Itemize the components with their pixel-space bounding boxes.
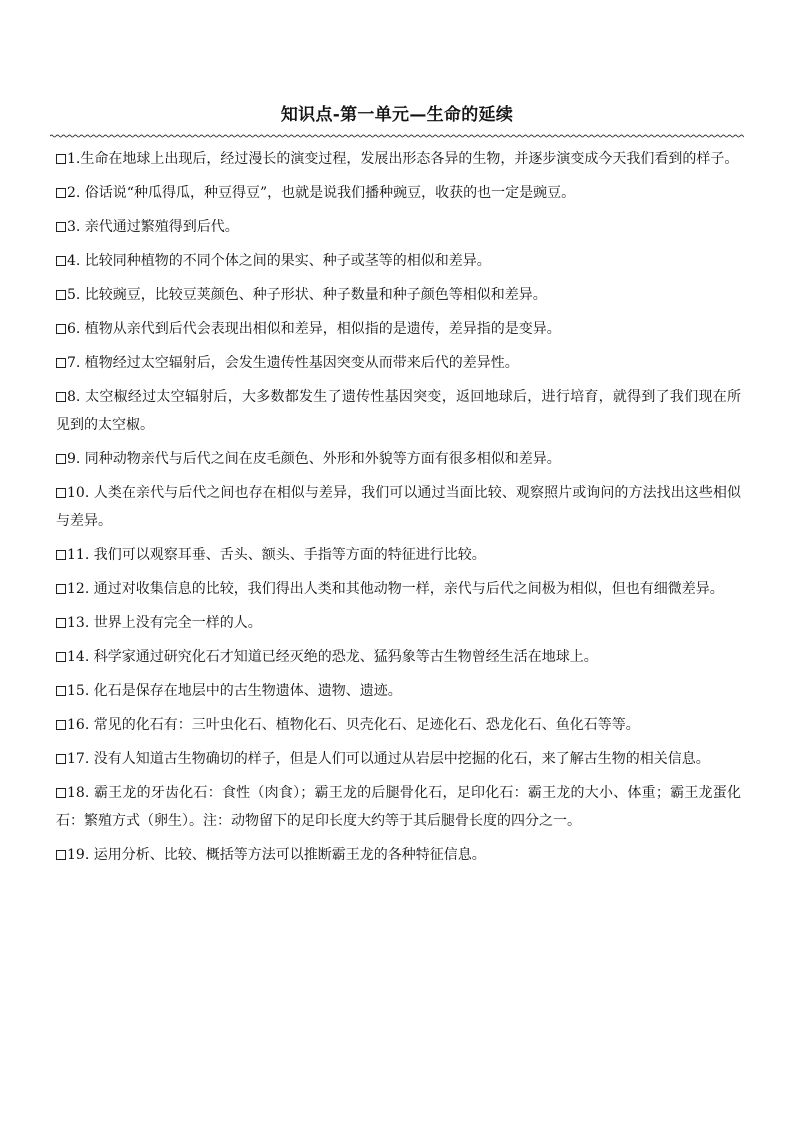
list-item (56, 315, 741, 343)
item-text: 15. 化石是保存在地层中的古生物遗体、遗物、遗迹。 (67, 683, 402, 699)
item-text: 18. 霸王龙的牙齿化石：食性（肉食）；霸王龙的后腿骨化石，足印化石：霸王龙的大小、体重；霸王龙蛋化石：繁殖方式（卵生）。注：动物留下的足印长度大约等于其后腿骨长度的四分之一。 (56, 785, 741, 829)
checkbox-icon (56, 488, 66, 498)
list-item (56, 677, 741, 705)
list-item (56, 213, 741, 241)
item-text: 13. 世界上没有完全一样的人。 (67, 615, 262, 631)
item-text: 10. 人类在亲代与后代之间也存在相似与差异，我们可以通过当面比较、观察照片或询问的方法找出这些相似与差异。 (56, 485, 741, 529)
checkbox-icon (56, 358, 66, 368)
page-title: 知识点-第一单元—生命的延续 (280, 105, 514, 125)
item-text: 9. 同种动物亲代与后代之间在皮毛颜色、外形和外貌等方面有很多相似和差异。 (67, 451, 561, 467)
item-text: 14. 科学家通过研究化石才知道已经灭绝的恐龙、猛犸象等古生物曾经生活在地球上。 (67, 649, 598, 665)
item-text: 7. 植物经过太空辐射后，会发生遗传性基因突变从而带来后代的差异性。 (67, 355, 519, 371)
checkbox-icon (56, 652, 66, 662)
list-item (56, 575, 741, 603)
item-text: 8. 太空椒经过太空辐射后，大多数都发生了遗传性基因突变，返回地球后，进行培育，就得到了我们现在所见到的太空椒。 (56, 389, 741, 433)
checkbox-icon (56, 222, 66, 232)
list-item (56, 745, 741, 773)
list-item (56, 383, 741, 439)
list-item (56, 445, 741, 473)
list-item (56, 349, 741, 377)
checkbox-icon (56, 154, 66, 164)
wavy-divider (50, 132, 744, 140)
checkbox-icon (56, 290, 66, 300)
checkbox-icon (56, 188, 66, 198)
item-text: 19. 运用分析、比较、概括等方法可以推断霸王龙的各种特征信息。 (67, 847, 486, 863)
list-item (56, 609, 741, 637)
item-text: 6. 植物从亲代到后代会表现出相似和差异，相似指的是遗传，差异指的是变异。 (67, 321, 561, 337)
list-item (56, 145, 741, 173)
item-text: 3. 亲代通过繁殖得到后代。 (67, 219, 239, 235)
list-item (56, 841, 741, 869)
checkbox-icon (56, 788, 66, 798)
checkbox-icon (56, 324, 66, 334)
list-item (56, 247, 741, 275)
item-text: 17. 没有人知道古生物确切的样子，但是人们可以通过从岩层中挖掘的化石，来了解古生物的相关信息。 (67, 751, 710, 767)
checkbox-icon (56, 618, 66, 628)
list-item (56, 541, 741, 569)
list-item (56, 281, 741, 309)
knowledge-point-list (56, 145, 741, 875)
list-item (56, 779, 741, 835)
checkbox-icon (56, 392, 66, 402)
item-text: 2. 俗话说“种瓜得瓜，种豆得豆”，也就是说我们播种豌豆，收获的也一定是豌豆。 (67, 185, 576, 201)
list-item (56, 711, 741, 739)
list-item (56, 643, 741, 671)
item-text: 5. 比较豌豆，比较豆荚颜色、种子形状、种子数量和种子颜色等相似和差异。 (67, 287, 547, 303)
item-text: 12. 通过对收集信息的比较，我们得出人类和其他动物一样，亲代与后代之间极为相似，但也有细微差异。 (67, 581, 724, 597)
checkbox-icon (56, 584, 66, 594)
checkbox-icon (56, 550, 66, 560)
checkbox-icon (56, 754, 66, 764)
checkbox-icon (56, 720, 66, 730)
list-item (56, 179, 741, 207)
list-item (56, 479, 741, 535)
checkbox-icon (56, 454, 66, 464)
item-text: 4. 比较同种植物的不同个体之间的果实、种子或茎等的相似和差异。 (67, 253, 491, 269)
checkbox-icon (56, 686, 66, 696)
item-text: 16. 常见的化石有：三叶虫化石、植物化石、贝壳化石、足迹化石、恐龙化石、鱼化石等等。 (67, 717, 640, 733)
checkbox-icon (56, 256, 66, 266)
checkbox-icon (56, 850, 66, 860)
item-text: 11. 我们可以观察耳垂、舌头、额头、手指等方面的特征进行比较。 (67, 547, 486, 563)
item-text: 1.生命在地球上出现后，经过漫长的演变过程，发展出形态各异的生物，并逐步演变成今天我们看到的样子。 (67, 151, 739, 167)
